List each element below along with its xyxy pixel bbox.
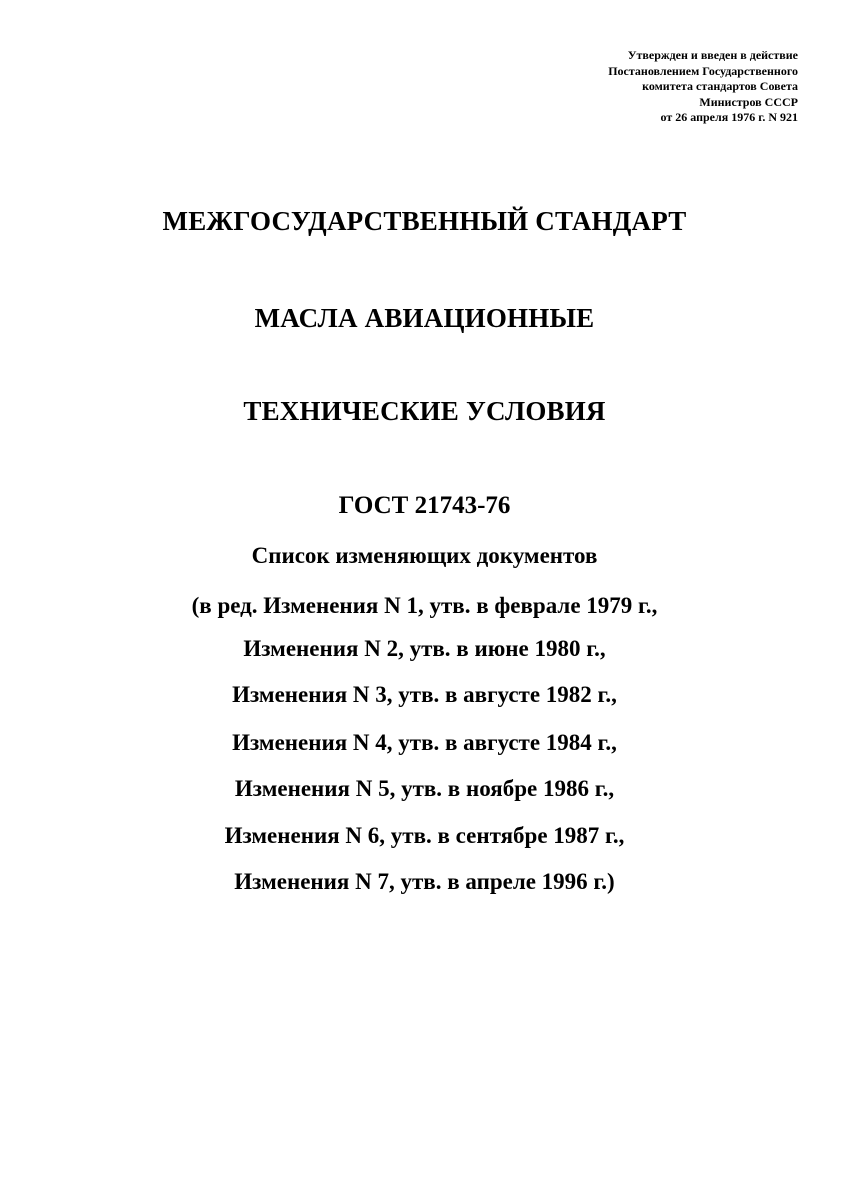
amendment-item: Изменения N 2, утв. в июне 1980 г.,	[243, 636, 606, 661]
approval-line: Министров СССР	[699, 94, 798, 109]
approval-line: комитета стандартов Совета	[642, 79, 798, 93]
subtitle-heading: ТЕХНИЧЕСКИЕ УСЛОВИЯ	[243, 396, 606, 426]
approval-note	[438, 48, 798, 126]
amendment-item: Изменения N 5, утв. в ноябре 1986 г.,	[234, 776, 615, 801]
approval-line: Постановлением Государственного	[608, 63, 798, 78]
approval-line: Утвержден и введен в действие	[627, 48, 798, 62]
amendment-item: Изменения N 6, утв. в сентябре 1987 г.,	[224, 823, 625, 848]
amendment-item: (в ред. Изменения N 1, утв. в феврале 1979 г.,	[191, 593, 658, 618]
standard-type-heading: МЕЖГОСУДАРСТВЕННЫЙ СТАНДАРТ	[162, 206, 687, 236]
amendment-item: Изменения N 7, утв. в апреле 1996 г.)	[234, 869, 615, 894]
gost-number: ГОСТ 21743-76	[338, 492, 511, 519]
approval-line: от 26 апреля 1976 г. N 921	[660, 110, 798, 124]
amendments-heading: Список изменяющих документов	[251, 543, 598, 568]
product-title: МАСЛА АВИАЦИОННЫЕ	[254, 303, 595, 333]
amendment-item: Изменения N 4, утв. в августе 1984 г.,	[232, 730, 617, 755]
amendment-item: Изменения N 3, утв. в августе 1982 г.,	[232, 682, 617, 707]
